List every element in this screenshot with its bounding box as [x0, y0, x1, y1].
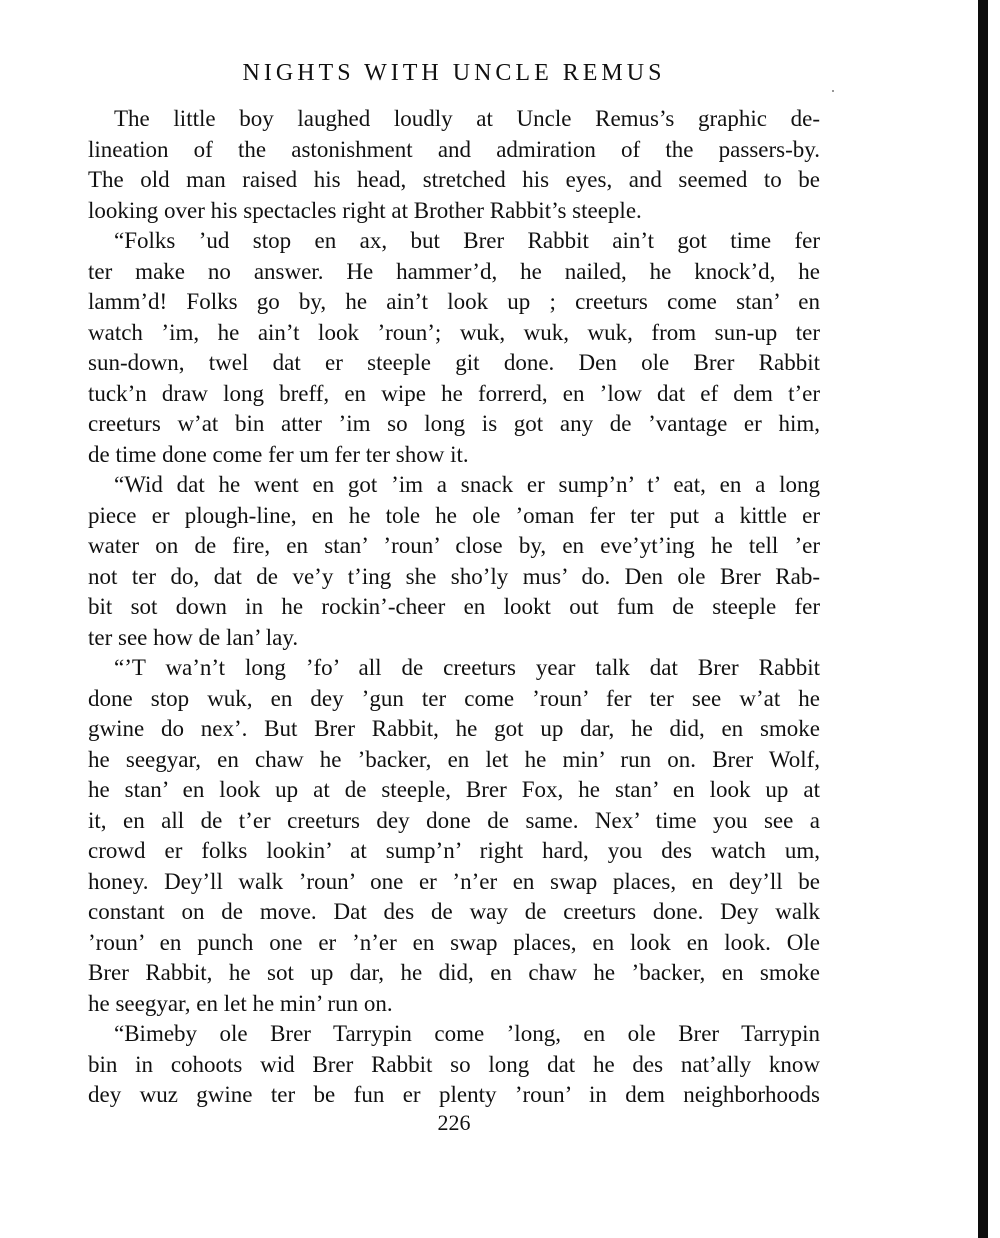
- text-line: The old man raised his head, stretched his eyes, and seemed to be: [88, 167, 820, 192]
- text-line: “’T wa’n’t long ’fo’ all de creeturs year talk dat Brer Rabbit: [114, 655, 820, 680]
- text-line: he seegyar, en let he min’ run on.: [88, 990, 393, 1016]
- text-line: ter see how de lan’ lay.: [88, 624, 299, 650]
- text-line: “Wid dat he went en got ’im a snack er sump’n’ t’ eat, en a long: [114, 472, 820, 497]
- text-line: Brer Rabbit, he sot up dar, he did, en chaw he ’backer, en smoke: [88, 960, 820, 985]
- text-line: “Bimeby ole Brer Tarrypin come ’long, en ole Brer Tarrypin: [114, 1021, 820, 1046]
- body-text: [88, 104, 820, 1111]
- text-line: watch ’im, he ain’t look ’roun’; wuk, wuk, wuk, from sun-up ter: [88, 319, 820, 345]
- text-line: he stan’ en look up at de steeple, Brer Fox, he stan’ en look up at: [88, 777, 820, 802]
- text-line: crowd er folks lookin’ at sump’n’ right hard, you des watch um,: [88, 838, 820, 863]
- text-line: de time done come fer um fer ter show it.: [88, 441, 469, 467]
- text-line: it, en all de t’er creeturs dey done de same. Nex’ time you see a: [88, 807, 820, 833]
- scan-speck: [832, 90, 834, 92]
- text-line: gwine do nex’. But Brer Rabbit, he got up dar, he did, en smoke: [88, 716, 820, 741]
- text-line: lineation of the astonishment and admiration of the passers-by.: [88, 136, 820, 162]
- text-line: sun-down, twel dat er steeple git done. Den ole Brer Rabbit: [88, 350, 820, 375]
- text-line: The little boy laughed loudly at Uncle Remus’s graphic de-: [114, 106, 820, 131]
- text-line: he seegyar, en chaw he ’backer, en let he min’ run on. Brer Wolf,: [88, 746, 820, 772]
- text-line: tuck’n draw long breff, en wipe he forrerd, en ’low dat ef dem t’er: [88, 380, 820, 406]
- text-line: lamm’d! Folks go by, he ain’t look up ; creeturs come stan’ en: [88, 289, 820, 314]
- text-line: piece er plough-line, en he tole he ole ’oman fer ter put a kittle er: [88, 502, 820, 528]
- text-line: ’roun’ en punch one er ’n’er en swap places, en look en look. Ole: [88, 929, 820, 955]
- text-line: creeturs w’at bin atter ’im so long is got any de ’vantage er him,: [88, 411, 820, 436]
- text-line: honey. Dey’ll walk ’roun’ one er ’n’er en swap places, en dey’ll be: [88, 868, 820, 894]
- text-line: constant on de move. Dat des de way de creeturs done. Dey walk: [88, 899, 820, 924]
- text-line: looking over his spectacles right at Brother Rabbit’s steeple.: [88, 197, 642, 223]
- page-number: 226: [437, 1110, 471, 1135]
- text-line: dey wuz gwine ter be fun er plenty ’roun’ in dem neighborhoods: [88, 1082, 820, 1107]
- text-line: ter make no answer. He hammer’d, he nailed, he knock’d, he: [88, 258, 820, 284]
- scan-edge-bar: [978, 0, 988, 1238]
- text-line: done stop wuk, en dey ’gun ter come ’roun’ fer ter see w’at he: [88, 685, 820, 711]
- text-line: water on de fire, en stan’ ’roun’ close by, en eve’yt’ing he tell ’er: [88, 533, 820, 558]
- text-line: bin in cohoots wid Brer Rabbit so long dat he des nat’ally know: [88, 1051, 820, 1077]
- text-line: not ter do, dat de ve’y t’ing she sho’ly mus’ do. Den ole Brer Rab-: [88, 563, 820, 589]
- text-line: “Folks ’ud stop en ax, but Brer Rabbit ain’t got time fer: [114, 228, 820, 253]
- running-head: NIGHTS WITH UNCLE REMUS: [242, 60, 666, 86]
- text-line: bit sot down in he rockin’-cheer en lookt out fum de steeple fer: [88, 594, 820, 619]
